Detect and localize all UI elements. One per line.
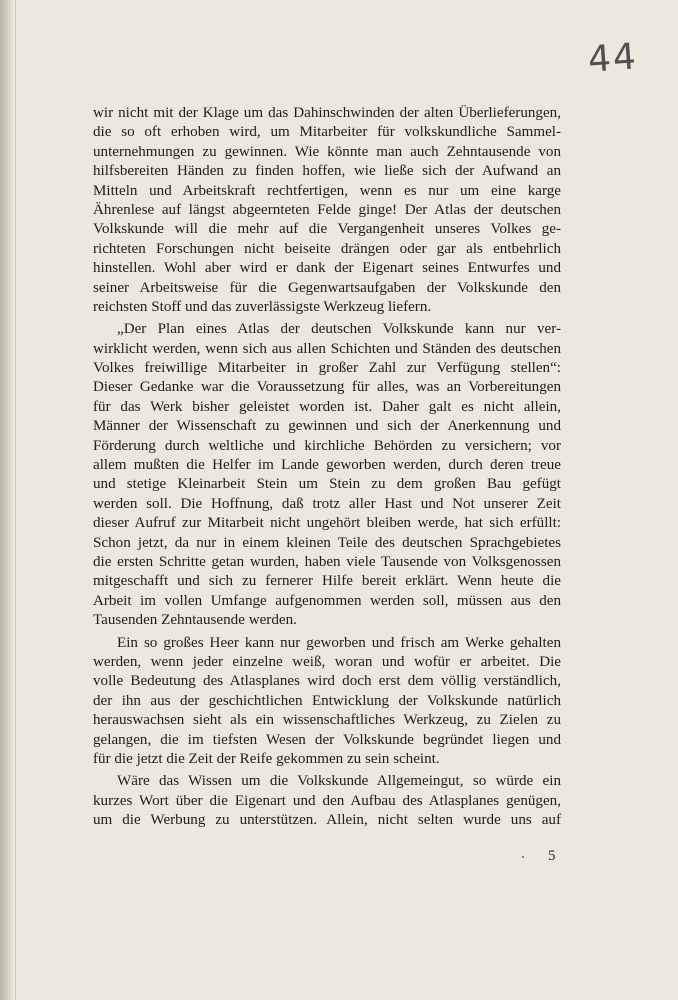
text-line: die ersten Schritte getan wurden, haben viele Tausende von Volksgenossen (93, 553, 561, 570)
text-line: Ährenlese auf längst abgeernteten Felde ginge! Der Atlas der deutschen (93, 201, 561, 218)
text-line: Tausenden Zehntausende werden. (93, 612, 297, 629)
paragraph (93, 634, 561, 770)
text-line: werden, wenn jeder einzelne weiß, woran und wofür er arbeitet. Die (93, 653, 561, 670)
paragraph (93, 320, 561, 630)
text-line: reichsten Stoff und das zuverlässigste Werkzeug liefern. (93, 298, 432, 315)
text-line: werden soll. Die Hoffnung, daß trotz aller Hast und Not unserer Zeit (93, 495, 561, 512)
text-line: Arbeit im vollen Umfange aufgenommen werden soll, müssen aus den (93, 592, 561, 609)
text-line: herauswachsen sieht als ein wissenschaftliches Werkzeug, zu Zielen zu (93, 712, 561, 729)
text-line: Schon jetzt, da nur in einem kleinen Teile des deutschen Sprachgebietes (93, 534, 561, 551)
text-line: Förderung durch weltliche und kirchliche Behörden zu versichern; vor (93, 437, 561, 454)
text-line: der ihn aus der geschichtlichen Entwicklung der Volkskunde natürlich (93, 692, 561, 709)
spine-line (15, 0, 16, 1000)
text-line: wir nicht mit der Klage um das Dahinschwinden der alten Überlieferungen, (93, 105, 561, 121)
text-line: allem mußten die Helfer im Lande geworben werden, durch deren treue (93, 457, 561, 474)
text-line: „Der Plan eines Atlas der deutschen Volkskunde kann nur ver- (117, 321, 561, 338)
text-line: für die jetzt die Zeit der Reife gekommen zu sein scheint. (93, 750, 440, 767)
text-line: Mitteln und Arbeitskraft rechtfertigen, wenn es nur um eine karge (93, 182, 561, 199)
text-line: Wäre das Wissen um die Volkskunde Allgemeingut, so würde ein (117, 773, 561, 790)
text-line: unternehmungen zu gewinnen. Wie könnte man auch Zehntausende von (93, 143, 561, 160)
text-line: wirklicht werden, wenn sich aus allen Schichten und Ständen des deutschen (93, 340, 561, 357)
spine-shadow (0, 0, 14, 1000)
text-line: hilfsbereiten Händen zu finden hoffen, wie ließe sich der Aufwand an (93, 163, 561, 180)
text-line: richteten Forschungen nicht beiseite drängen oder gar als entbehrlich (93, 240, 561, 257)
handwritten-page-mark: 44 (586, 36, 640, 81)
text-line: Männer der Wissenschaft zu gewinnen und sich der Anerkennung und (93, 418, 561, 435)
text-line: Ein so großes Heer kann nur geworben und frisch am Werke gehalten (117, 634, 561, 651)
text-line: volle Bedeutung des Atlasplanes wird doch erst dem völlig verständlich, (93, 673, 561, 690)
text-line: Dieser Gedanke war die Voraussetzung für alles, was an Vorbereitungen (93, 379, 561, 396)
text-line: dieser Aufruf zur Mitarbeit nicht ungehört bleiben werde, hat sich erfüllt: (93, 515, 561, 532)
text-line: um die Werbung zu unterstützen. Allein, nicht selten wurde uns auf (93, 812, 561, 829)
text-line: kurzes Wort über die Eigenart und den Aufbau des Atlasplanes genügen, (93, 792, 561, 809)
text-line: Volkes freiwillige Mitarbeiter in großer Zahl zur Verfügung stellen“: (93, 360, 561, 377)
body-text (93, 104, 561, 830)
text-line: seiner Arbeitsweise für die Gegenwartsaufgaben der Volkskunde den (93, 279, 561, 296)
page-number: 5 (548, 848, 556, 864)
text-line: Volkskunde will die mehr auf die Vergangenheit unseres Volkes ge- (93, 221, 561, 238)
text-line: und stetige Kleinarbeit Stein um Stein zu dem großen Bau gefügt (93, 476, 561, 493)
text-line: hinstellen. Wohl aber wird er dank der Eigenart seines Entwurfes und (93, 260, 561, 277)
text-line: gelangen, die im tiefsten Wesen der Volkskunde begründet liegen und (93, 731, 561, 748)
page-dot (522, 856, 524, 858)
paragraph (93, 772, 561, 830)
text-line: die so oft erhoben wird, um Mitarbeiter für volkskundliche Sammel- (93, 124, 561, 141)
text-line: mitgeschafft und sich zu fernerer Hilfe bereit erklärt. Wenn heute die (93, 573, 561, 590)
text-line: für das Werk bisher geleistet worden ist. Daher galt es nicht allein, (93, 398, 561, 415)
paragraph (93, 104, 561, 317)
